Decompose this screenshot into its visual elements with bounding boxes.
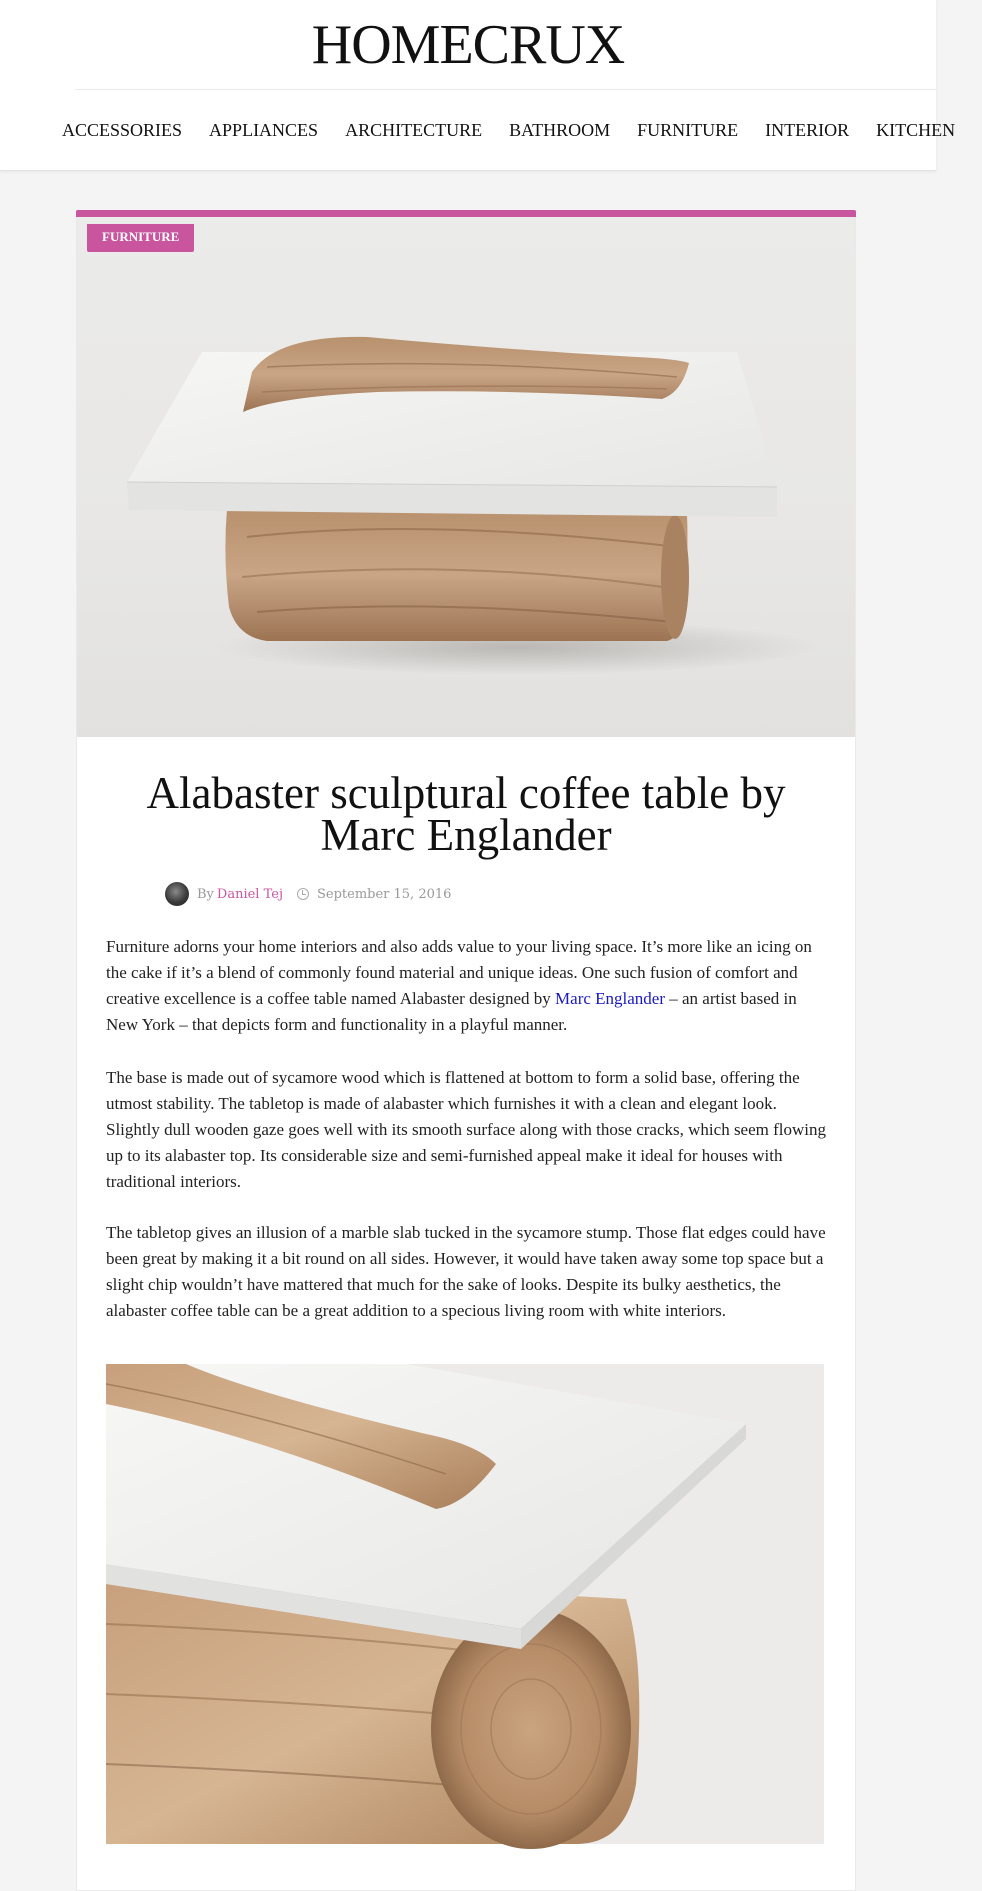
coffee-table-photo [77, 217, 855, 737]
nav-item-bathroom[interactable]: BATHROOM [509, 120, 611, 140]
article-card [76, 210, 856, 1891]
clock-icon [297, 888, 309, 900]
paragraph-1 [106, 934, 826, 1038]
nav-item-accessories[interactable]: ACCESSORIES [62, 120, 183, 140]
card-accent-bar [76, 210, 856, 217]
paragraph-3: The tabletop gives an illusion of a marble slab tucked in the sycamore stump. Those flat edges could have been great by making it a bit round on all sides. However, it would have taken away some top space but a slight chip wouldn’t have mattered that much for the sake of looks. Despite its bulky aesthetics, the alabaster coffee table can be a great addition to a specious living room with white interiors. [106, 1223, 826, 1320]
article-meta [165, 881, 451, 907]
hero-image [77, 217, 855, 737]
header-divider [75, 89, 936, 90]
nav-item-kitchen[interactable]: KITCHEN [876, 120, 956, 140]
category-badge[interactable]: FURNITURE [87, 224, 194, 252]
paragraph-1-text: Furniture adorns your home interiors and also adds value to your living space. It’s more like an icing on the cake if it’s a blend of commonly found material and unique ideas. One such fusion of comfort and creative excellence is a coffee table named Alabaster designed by [106, 937, 812, 1008]
detail-image [106, 1364, 824, 1844]
main-nav [62, 118, 982, 148]
author-link[interactable]: Daniel Tej [216, 886, 283, 902]
publish-date: September 15, 2016 [316, 886, 452, 902]
nav-item-architecture[interactable]: ARCHITECTURE [345, 120, 483, 140]
nav-item-appliances[interactable]: APPLIANCES [209, 120, 319, 140]
coffee-table-closeup-photo [106, 1364, 824, 1844]
nav-item-interior[interactable]: INTERIOR [765, 120, 850, 140]
nav-item-furniture[interactable]: FURNITURE [637, 120, 739, 140]
designer-link[interactable]: Marc Englander [555, 989, 666, 1008]
paragraph-1-text-end: – an artist based in New York – that depicts form and functionality in a playful manner. [106, 989, 797, 1034]
author-avatar[interactable] [165, 882, 189, 906]
paragraph-2: The base is made out of sycamore wood which is flattened at bottom to form a solid base, offering the utmost stability. The tabletop is made of alabaster which furnishes it with a clean and elegant look. Slightly dull wooden gaze goes well with its smooth surface along with those cracks, which seem flowing up to its alabaster top. Its considerable size and semi-furnished appeal make it ideal for houses with traditional interiors. [106, 1068, 827, 1191]
by-label: By [197, 886, 214, 902]
site-header [0, 0, 956, 171]
article-title: Alabaster sculptural coffee table by Marc Englander [146, 768, 786, 860]
site-logo[interactable]: HOMECRUX [311, 14, 625, 76]
